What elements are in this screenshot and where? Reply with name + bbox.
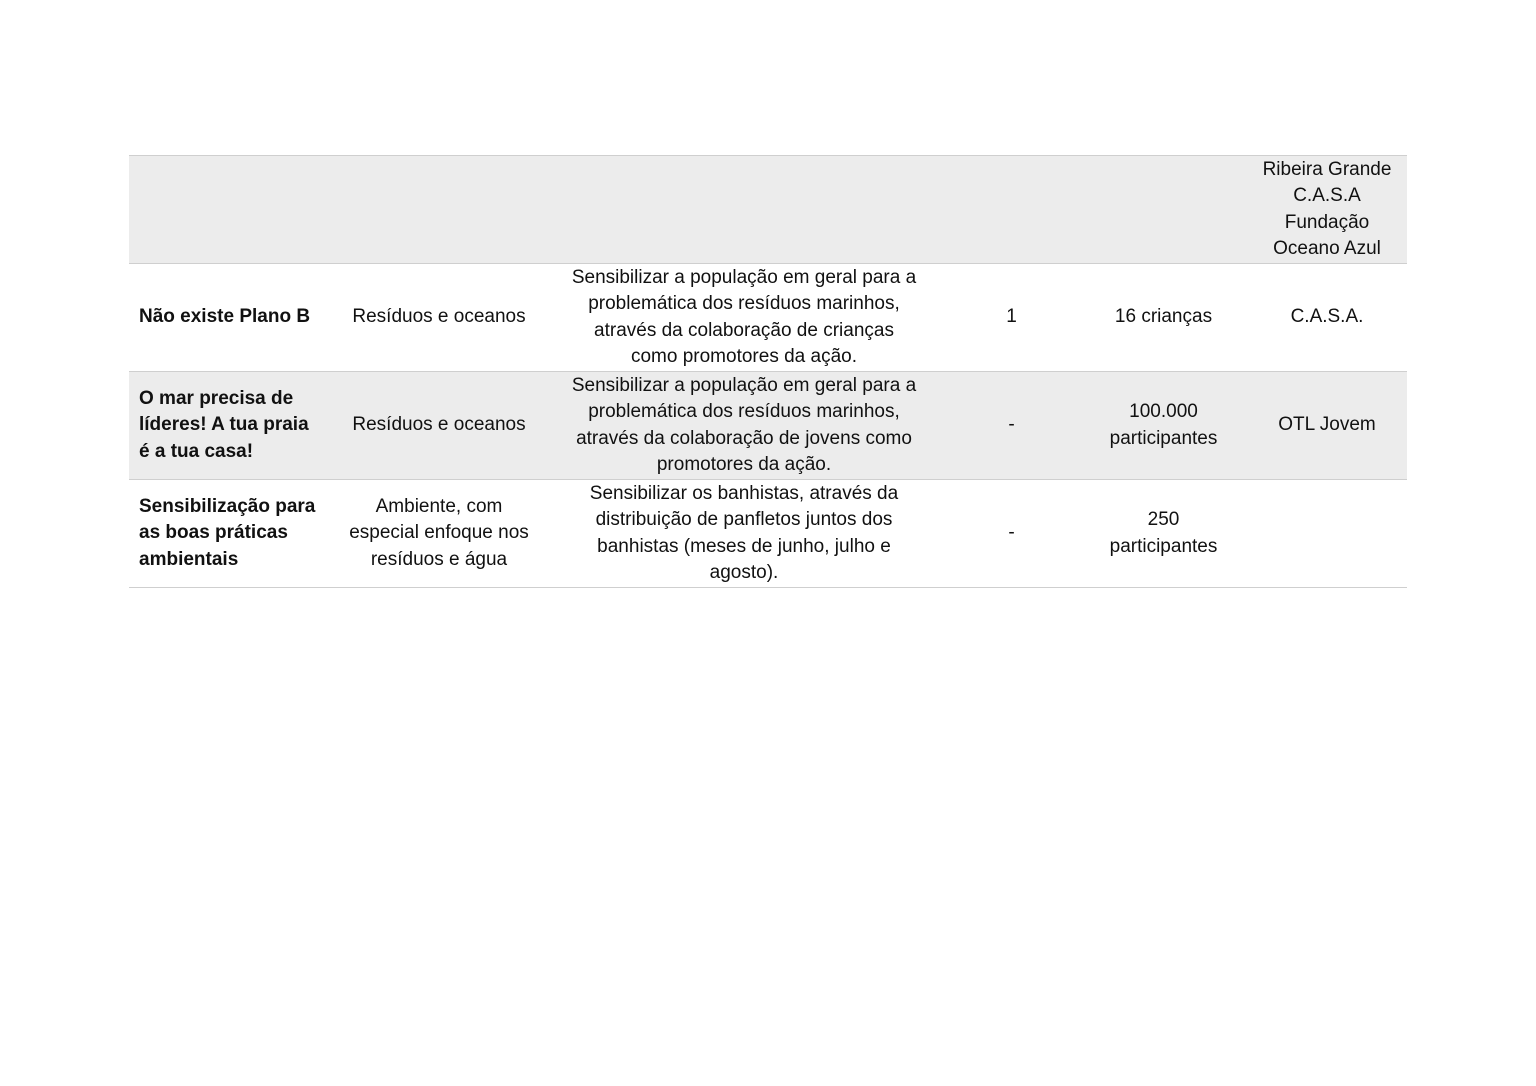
theme-cell: Resíduos e oceanos [352,306,526,328]
table-row [129,372,1407,480]
objective-cell [545,156,943,264]
partners-cell: OTL Jovem [1278,414,1376,436]
activity-title-cell [129,156,333,264]
table-row [129,480,1407,588]
editions-cell: 1 [1006,306,1017,328]
activity-title-cell: O mar precisa de líderes! A tua praia é a tua casa! [139,387,309,462]
objective-cell: Sensibilizar os banhistas, através da distribuição de panfletos juntos dos banhistas (meses de junho, julho e agosto). [589,482,899,583]
theme-cell: Resíduos e oceanos [352,414,526,436]
table-row [129,264,1407,372]
editions-cell [943,156,1080,264]
table-row [129,156,1407,264]
partners-cell [1247,480,1407,588]
activities-table [129,155,1407,588]
partners-cell: C.A.S.A. [1290,306,1364,328]
theme-cell [333,156,545,264]
activity-title-cell: Sensibilização para as boas práticas ambientais [139,495,316,570]
editions-cell: - [1008,522,1015,544]
partners-cell: Ribeira Grande C.A.S.A Fundação Oceano Azul [1262,158,1392,259]
participants-cell: 100.000 participantes [1109,401,1218,449]
participants-cell: 250 participantes [1109,509,1218,557]
theme-cell: Ambiente, com especial enfoque nos resíduos e água [349,495,529,570]
editions-cell: - [1008,414,1015,436]
participants-cell [1080,156,1247,264]
objective-cell: Sensibilizar a população em geral para a problemática dos resíduos marinhos, através da colaboração de crianças como promotores da ação. [571,266,917,367]
objective-cell: Sensibilizar a população em geral para a problemática dos resíduos marinhos, através da colaboração de jovens como promotores da ação. [571,374,917,475]
activity-title-cell: Não existe Plano B [139,306,311,328]
participants-cell: 16 crianças [1114,306,1213,328]
